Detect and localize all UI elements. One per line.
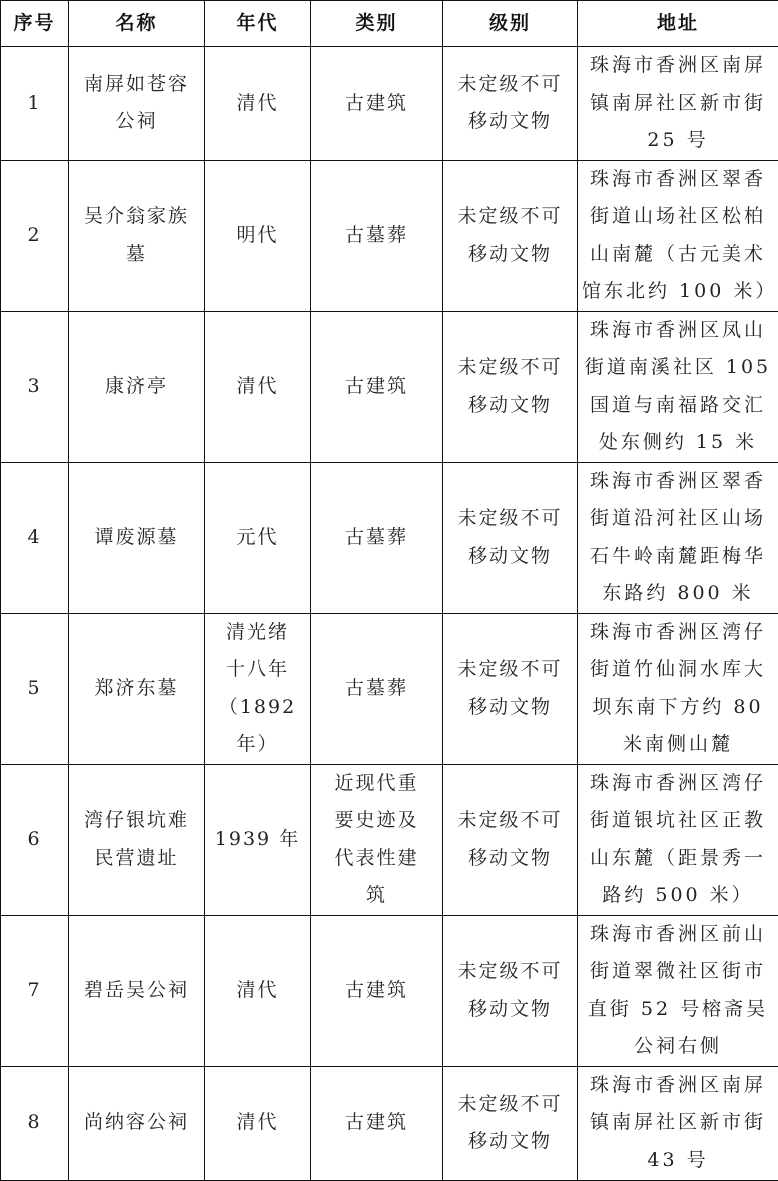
cell-no-line: 5 bbox=[5, 670, 64, 708]
cell-era bbox=[205, 1066, 311, 1180]
cell-era-line: 明代 bbox=[209, 217, 306, 255]
cell-address-line: 镇南屏社区新市街 bbox=[582, 1104, 774, 1142]
cell-era bbox=[205, 462, 311, 613]
cell-era-line: 清代 bbox=[209, 85, 306, 123]
cell-address-line: 珠海市香洲区湾仔 bbox=[582, 614, 774, 652]
cell-address bbox=[578, 613, 778, 764]
cell-address-line: 路约 500 米） bbox=[582, 877, 774, 915]
table-row bbox=[1, 160, 778, 311]
cell-category-line: 近现代重 bbox=[315, 765, 438, 803]
table-row bbox=[1, 1066, 778, 1180]
cell-address bbox=[578, 462, 778, 613]
cell-name bbox=[69, 613, 205, 764]
cell-category-line: 古建筑 bbox=[315, 85, 438, 123]
cell-category-line: 古墓葬 bbox=[315, 670, 438, 708]
cell-name-line: 南屏如苍容 bbox=[73, 66, 200, 104]
cell-era-line: 清光绪 bbox=[209, 614, 306, 652]
cell-address bbox=[578, 764, 778, 915]
cell-name bbox=[69, 311, 205, 462]
cell-level bbox=[443, 160, 578, 311]
cell-address-line: 山南麓（古元美术 bbox=[582, 236, 774, 274]
cell-no-line: 4 bbox=[5, 519, 64, 557]
cell-name-line: 郑济东墓 bbox=[73, 670, 200, 708]
cell-address-line: 珠海市香洲区翠香 bbox=[582, 161, 774, 199]
cell-level-line: 未定级不可 bbox=[447, 953, 573, 991]
cell-address-line: 珠海市香洲区翠香 bbox=[582, 463, 774, 501]
cell-no-line: 3 bbox=[5, 368, 64, 406]
cell-era-line: 清代 bbox=[209, 1104, 306, 1142]
cell-level-line: 移动文物 bbox=[447, 840, 573, 878]
cell-level-line: 移动文物 bbox=[447, 1123, 573, 1161]
cell-level-line: 移动文物 bbox=[447, 103, 573, 141]
cell-address-line: 街道南溪社区 105 bbox=[582, 349, 774, 387]
header-no: 序号 bbox=[1, 1, 69, 47]
cell-address-line: 坝东南下方约 80 bbox=[582, 689, 774, 727]
cell-address-line: 国道与南福路交汇 bbox=[582, 387, 774, 425]
cell-era-line: 1939 年 bbox=[209, 821, 306, 859]
cell-category bbox=[311, 47, 443, 161]
cell-no-line: 2 bbox=[5, 217, 64, 255]
cell-address-line: 东路约 800 米 bbox=[582, 575, 774, 613]
cell-level-line: 移动文物 bbox=[447, 538, 573, 576]
cell-category-line: 古墓葬 bbox=[315, 519, 438, 557]
cell-no-line: 6 bbox=[5, 821, 64, 859]
cell-address bbox=[578, 1066, 778, 1180]
cell-address-line: 街道竹仙洞水库大 bbox=[582, 651, 774, 689]
cell-category bbox=[311, 915, 443, 1066]
cell-level-line: 移动文物 bbox=[447, 236, 573, 274]
cell-no bbox=[1, 613, 69, 764]
cell-name-line: 谭废源墓 bbox=[73, 519, 200, 557]
cell-address-line: 珠海市香洲区南屏 bbox=[582, 1067, 774, 1105]
cell-level bbox=[443, 764, 578, 915]
cell-level-line: 移动文物 bbox=[447, 991, 573, 1029]
cell-era bbox=[205, 47, 311, 161]
cell-era-line: 十八年 bbox=[209, 651, 306, 689]
table-row bbox=[1, 47, 778, 161]
cell-address-line: 米南侧山麓 bbox=[582, 726, 774, 764]
cell-category-line: 古建筑 bbox=[315, 972, 438, 1010]
cell-level bbox=[443, 613, 578, 764]
cell-era bbox=[205, 613, 311, 764]
table-row bbox=[1, 311, 778, 462]
cell-category bbox=[311, 1066, 443, 1180]
cell-address-line: 街道银坑社区正教 bbox=[582, 802, 774, 840]
cell-category-line: 古建筑 bbox=[315, 1104, 438, 1142]
cell-category bbox=[311, 160, 443, 311]
cell-address-line: 街道沿河社区山场 bbox=[582, 500, 774, 538]
cell-address-line: 街道翠微社区街市 bbox=[582, 953, 774, 991]
cell-category-line: 代表性建 bbox=[315, 840, 438, 878]
header-name: 名称 bbox=[69, 1, 205, 47]
cell-era-line: 元代 bbox=[209, 519, 306, 557]
cell-level bbox=[443, 1066, 578, 1180]
header-era: 年代 bbox=[205, 1, 311, 47]
cell-address-line: 25 号 bbox=[582, 122, 774, 160]
cell-level-line: 移动文物 bbox=[447, 689, 573, 727]
cell-address-line: 直街 52 号榕斋吴 bbox=[582, 991, 774, 1029]
cell-name bbox=[69, 160, 205, 311]
cell-no bbox=[1, 311, 69, 462]
cell-level-line: 未定级不可 bbox=[447, 651, 573, 689]
cell-category-line: 要史迹及 bbox=[315, 802, 438, 840]
cell-no-line: 7 bbox=[5, 972, 64, 1010]
cell-category bbox=[311, 613, 443, 764]
cell-level-line: 未定级不可 bbox=[447, 1086, 573, 1124]
cell-era bbox=[205, 915, 311, 1066]
cell-era-line: 清代 bbox=[209, 972, 306, 1010]
cell-address-line: 43 号 bbox=[582, 1142, 774, 1180]
table-row bbox=[1, 764, 778, 915]
cell-address-line: 街道山场社区松柏 bbox=[582, 198, 774, 236]
cell-no bbox=[1, 47, 69, 161]
cell-category bbox=[311, 462, 443, 613]
cell-address-line: 镇南屏社区新市街 bbox=[582, 85, 774, 123]
cell-address-line: 处东侧约 15 米 bbox=[582, 424, 774, 462]
cell-level-line: 移动文物 bbox=[447, 387, 573, 425]
cell-name-line: 吴介翁家族 bbox=[73, 198, 200, 236]
cell-era-line: 清代 bbox=[209, 368, 306, 406]
cell-category bbox=[311, 311, 443, 462]
cell-no bbox=[1, 462, 69, 613]
cell-address-line: 馆东北约 100 米） bbox=[582, 273, 774, 311]
cell-no bbox=[1, 915, 69, 1066]
cell-name-line: 墓 bbox=[73, 236, 200, 274]
cell-category-line: 古墓葬 bbox=[315, 217, 438, 255]
table-row bbox=[1, 915, 778, 1066]
cell-no bbox=[1, 160, 69, 311]
cell-address bbox=[578, 160, 778, 311]
cell-era-line: （1892 bbox=[209, 689, 306, 727]
cell-address-line: 珠海市香洲区南屏 bbox=[582, 47, 774, 85]
cell-name-line: 尚纳容公祠 bbox=[73, 1104, 200, 1142]
cell-no bbox=[1, 1066, 69, 1180]
cell-name bbox=[69, 47, 205, 161]
cell-name bbox=[69, 462, 205, 613]
cell-level-line: 未定级不可 bbox=[447, 500, 573, 538]
cell-level bbox=[443, 47, 578, 161]
cell-era bbox=[205, 160, 311, 311]
cell-category-line: 古建筑 bbox=[315, 368, 438, 406]
cell-name-line: 公祠 bbox=[73, 103, 200, 141]
cell-address bbox=[578, 311, 778, 462]
cell-level-line: 未定级不可 bbox=[447, 66, 573, 104]
header-category: 类别 bbox=[311, 1, 443, 47]
cell-name-line: 康济亭 bbox=[73, 368, 200, 406]
table-row bbox=[1, 613, 778, 764]
cell-era bbox=[205, 764, 311, 915]
cell-level-line: 未定级不可 bbox=[447, 349, 573, 387]
cell-level bbox=[443, 311, 578, 462]
cell-no-line: 8 bbox=[5, 1104, 64, 1142]
cell-address-line: 珠海市香洲区凤山 bbox=[582, 312, 774, 350]
cell-address-line: 山东麓（距景秀一 bbox=[582, 840, 774, 878]
cell-address-line: 珠海市香洲区湾仔 bbox=[582, 765, 774, 803]
cell-no bbox=[1, 764, 69, 915]
cell-address bbox=[578, 915, 778, 1066]
cell-name bbox=[69, 915, 205, 1066]
cell-address-line: 石牛岭南麓距梅华 bbox=[582, 538, 774, 576]
cell-name-line: 碧岳吴公祠 bbox=[73, 972, 200, 1010]
header-address: 地址 bbox=[578, 1, 778, 47]
table-body bbox=[1, 47, 778, 1181]
cell-address-line: 公祠右侧 bbox=[582, 1028, 774, 1066]
cell-era-line: 年） bbox=[209, 726, 306, 764]
cell-era bbox=[205, 311, 311, 462]
cell-address bbox=[578, 47, 778, 161]
cell-level bbox=[443, 462, 578, 613]
cell-address-line: 珠海市香洲区前山 bbox=[582, 916, 774, 954]
table-row bbox=[1, 462, 778, 613]
header-row bbox=[1, 1, 778, 47]
cell-name bbox=[69, 1066, 205, 1180]
cell-category-line: 筑 bbox=[315, 877, 438, 915]
cell-name bbox=[69, 764, 205, 915]
cell-name-line: 民营遗址 bbox=[73, 840, 200, 878]
cell-level-line: 未定级不可 bbox=[447, 802, 573, 840]
cell-name-line: 湾仔银坑难 bbox=[73, 802, 200, 840]
cell-level bbox=[443, 915, 578, 1066]
cell-level-line: 未定级不可 bbox=[447, 198, 573, 236]
cell-no-line: 1 bbox=[5, 85, 64, 123]
cell-category bbox=[311, 764, 443, 915]
header-level: 级别 bbox=[443, 1, 578, 47]
